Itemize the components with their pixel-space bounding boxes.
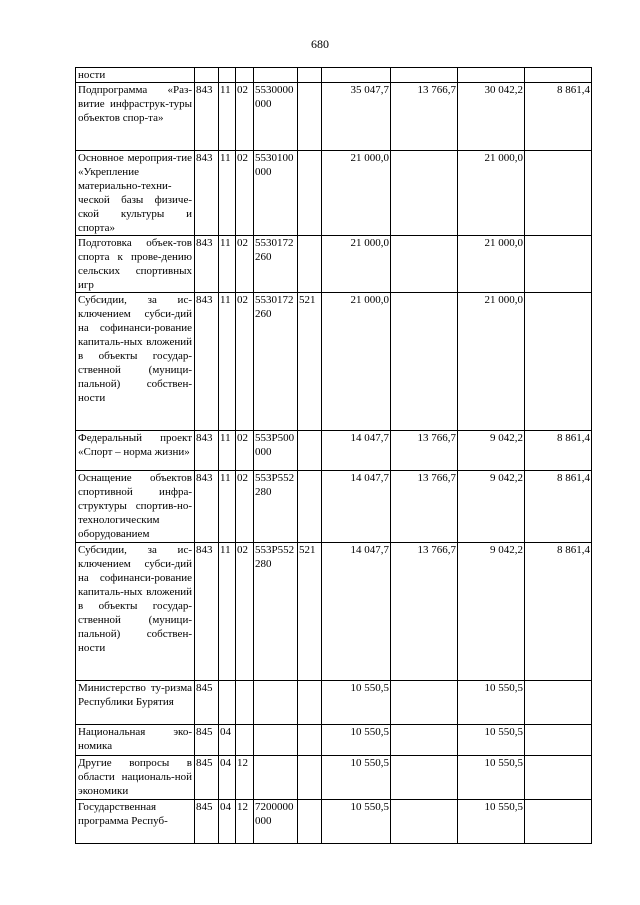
row-csr: 5530100000 — [254, 151, 298, 236]
row-value-1: 14 047,7 — [322, 543, 391, 681]
row-csr — [254, 681, 298, 725]
row-rz: 04 — [219, 725, 236, 756]
row-value-3: 9 042,2 — [458, 543, 525, 681]
row-value-1: 21 000,0 — [322, 151, 391, 236]
table-row — [76, 236, 592, 293]
row-csr: 553P552280 — [254, 543, 298, 681]
row-csr: 553P552280 — [254, 471, 298, 543]
row-value-1 — [322, 68, 391, 83]
row-csr — [254, 756, 298, 800]
row-rz — [219, 681, 236, 725]
row-value-3: 21 000,0 — [458, 293, 525, 431]
row-name: Государственная программа Респуб- — [76, 800, 195, 844]
row-csr — [254, 68, 298, 83]
row-value-3: 10 550,5 — [458, 725, 525, 756]
row-pr: 12 — [236, 756, 254, 800]
row-vr: 521 — [298, 543, 322, 681]
row-value-2: 13 766,7 — [391, 471, 458, 543]
row-pr: 02 — [236, 83, 254, 151]
row-name: Субсидии, за ис-ключением субси-дий на софинанси-рование капиталь-ных вложений в объекты государ-ственной (муници-пальной) собствен-ности — [76, 543, 195, 681]
row-rz: 04 — [219, 756, 236, 800]
row-ved — [195, 68, 219, 83]
row-rz: 11 — [219, 236, 236, 293]
row-value-3 — [458, 68, 525, 83]
row-value-2: 13 766,7 — [391, 543, 458, 681]
row-vr: 521 — [298, 293, 322, 431]
row-value-3: 9 042,2 — [458, 431, 525, 471]
row-rz: 04 — [219, 800, 236, 844]
row-ved: 843 — [195, 83, 219, 151]
row-pr: 02 — [236, 543, 254, 681]
table-row — [76, 431, 592, 471]
row-vr — [298, 471, 322, 543]
table-row — [76, 725, 592, 756]
row-value-2 — [391, 800, 458, 844]
row-pr: 02 — [236, 236, 254, 293]
row-rz: 11 — [219, 471, 236, 543]
row-value-1: 35 047,7 — [322, 83, 391, 151]
row-ved: 845 — [195, 800, 219, 844]
row-value-1: 14 047,7 — [322, 431, 391, 471]
row-value-3: 10 550,5 — [458, 756, 525, 800]
row-value-2 — [391, 236, 458, 293]
row-vr — [298, 151, 322, 236]
row-name: Субсидии, за ис-ключением субси-дий на софинанси-рование капиталь-ных вложений в объекты государ-ственной (муници-пальной) собствен-ности — [76, 293, 195, 431]
row-ved: 843 — [195, 236, 219, 293]
row-ved: 843 — [195, 431, 219, 471]
row-value-4 — [525, 293, 592, 431]
row-vr — [298, 68, 322, 83]
row-value-4: 8 861,4 — [525, 431, 592, 471]
row-value-3: 10 550,5 — [458, 800, 525, 844]
row-csr: 7200000000 — [254, 800, 298, 844]
table-row — [76, 681, 592, 725]
row-rz: 11 — [219, 83, 236, 151]
row-pr: 02 — [236, 151, 254, 236]
row-value-1: 10 550,5 — [322, 725, 391, 756]
row-value-2 — [391, 68, 458, 83]
row-ved: 843 — [195, 543, 219, 681]
row-ved: 843 — [195, 151, 219, 236]
table-row — [76, 83, 592, 151]
row-vr — [298, 756, 322, 800]
row-pr: 02 — [236, 293, 254, 431]
row-value-4: 8 861,4 — [525, 471, 592, 543]
row-value-3: 10 550,5 — [458, 681, 525, 725]
row-value-2 — [391, 756, 458, 800]
row-value-2 — [391, 725, 458, 756]
row-name: Другие вопросы в области националь-ной экономики — [76, 756, 195, 800]
row-ved: 845 — [195, 725, 219, 756]
row-value-1: 14 047,7 — [322, 471, 391, 543]
table-row — [76, 800, 592, 844]
row-name: Оснащение объектов спортивной инфра-структуры спортив-но-технологическим оборудованием — [76, 471, 195, 543]
table-row — [76, 543, 592, 681]
row-name: Подпрограмма «Раз-витие инфраструк-туры объектов спор-та» — [76, 83, 195, 151]
row-value-2 — [391, 151, 458, 236]
row-value-2: 13 766,7 — [391, 431, 458, 471]
row-value-4 — [525, 800, 592, 844]
row-vr — [298, 236, 322, 293]
row-name: Национальная эко-номика — [76, 725, 195, 756]
row-rz: 11 — [219, 543, 236, 681]
row-value-4 — [525, 725, 592, 756]
row-value-3: 9 042,2 — [458, 471, 525, 543]
row-value-4 — [525, 236, 592, 293]
row-csr: 5530000000 — [254, 83, 298, 151]
row-value-3: 30 042,2 — [458, 83, 525, 151]
row-value-2 — [391, 293, 458, 431]
row-value-4 — [525, 68, 592, 83]
budget-table — [75, 67, 592, 844]
row-csr: 5530172260 — [254, 236, 298, 293]
row-name: Федеральный проект «Спорт – норма жизни» — [76, 431, 195, 471]
table-row — [76, 68, 592, 83]
row-value-1: 10 550,5 — [322, 800, 391, 844]
row-pr — [236, 68, 254, 83]
row-value-2 — [391, 681, 458, 725]
table-row — [76, 471, 592, 543]
table-row — [76, 293, 592, 431]
row-value-2: 13 766,7 — [391, 83, 458, 151]
page-number: 680 — [311, 37, 329, 51]
row-vr — [298, 725, 322, 756]
row-rz — [219, 68, 236, 83]
row-value-1: 10 550,5 — [322, 681, 391, 725]
row-name: ности — [76, 68, 195, 83]
row-pr — [236, 681, 254, 725]
row-csr: 5530172260 — [254, 293, 298, 431]
row-csr — [254, 725, 298, 756]
table-row — [76, 756, 592, 800]
row-value-1: 21 000,0 — [322, 236, 391, 293]
row-ved: 845 — [195, 681, 219, 725]
row-pr: 02 — [236, 471, 254, 543]
row-vr — [298, 800, 322, 844]
row-value-4 — [525, 151, 592, 236]
row-ved: 845 — [195, 756, 219, 800]
row-rz: 11 — [219, 431, 236, 471]
row-ved: 843 — [195, 293, 219, 431]
row-vr — [298, 681, 322, 725]
row-ved: 843 — [195, 471, 219, 543]
row-value-3: 21 000,0 — [458, 236, 525, 293]
row-value-1: 10 550,5 — [322, 756, 391, 800]
row-pr: 12 — [236, 800, 254, 844]
row-csr: 553P500000 — [254, 431, 298, 471]
row-vr — [298, 431, 322, 471]
row-pr: 02 — [236, 431, 254, 471]
row-name: Основное мероприя-тие «Укрепление материально-техни-ческой базы физиче-ской культуры и спорта» — [76, 151, 195, 236]
row-value-4 — [525, 756, 592, 800]
row-vr — [298, 83, 322, 151]
row-value-4: 8 861,4 — [525, 83, 592, 151]
row-name: Министерство ту-ризма Республики Бурятия — [76, 681, 195, 725]
row-value-1: 21 000,0 — [322, 293, 391, 431]
row-value-4 — [525, 681, 592, 725]
row-value-3: 21 000,0 — [458, 151, 525, 236]
row-rz: 11 — [219, 151, 236, 236]
table-row — [76, 151, 592, 236]
row-pr — [236, 725, 254, 756]
row-rz: 11 — [219, 293, 236, 431]
row-value-4: 8 861,4 — [525, 543, 592, 681]
row-name: Подготовка объек-тов спорта к прове-дению сельских спортивных игр — [76, 236, 195, 293]
